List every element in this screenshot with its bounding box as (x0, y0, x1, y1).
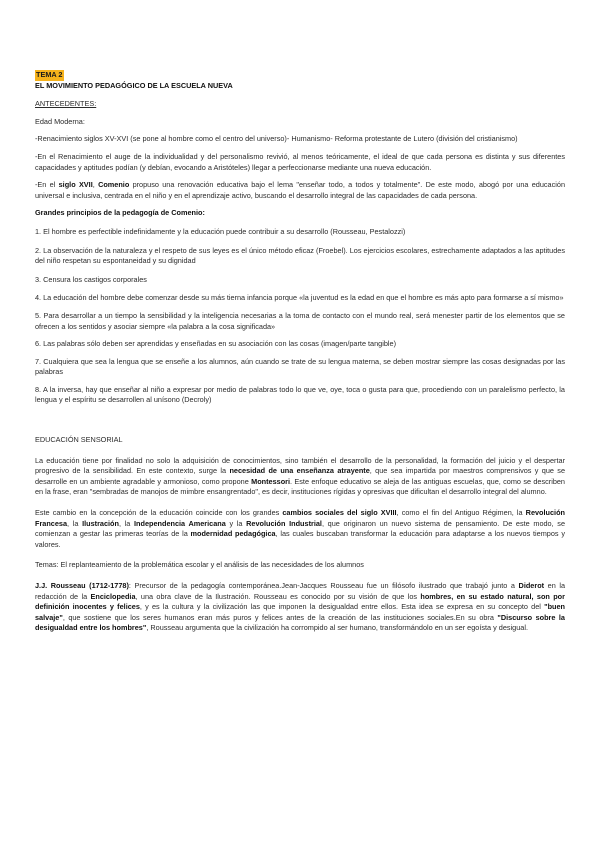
topic-label (35, 70, 565, 81)
text-run: , una obra clave de la Ilustración. Rousseau es conocido por su visión de que los (135, 591, 421, 601)
text-run: y la (225, 518, 247, 528)
document-page (35, 70, 565, 634)
principios-heading (35, 208, 565, 219)
bold-run: Comenio (98, 180, 130, 190)
principio-item: 2. La observación de la naturaleza y el respeto de sus leyes es el único método eficaz (Froebel). Los ejercicios escolares, estrechamente adaptados a las aptitudes del niño respetan su espontaneidad y su dignidad (35, 245, 565, 266)
text-run: Este cambio en la concepción de la educación coincide con los grandes (35, 508, 283, 518)
bold-run: hombres, en su estado natural, son por definición inocentes y felices (35, 591, 565, 612)
text-run: , y es la cultura y la civilización las que imponen la desigualdad entre ellos. Esta idea se expresa en su concepto del (139, 602, 545, 612)
text-run: La educación tiene por finalidad no solo la adquisición de conocimientos, sino también el desarrollo de la personalidad, la formación del juicio y el despertar progresivo de la sensibilidad. En este contexto, surge la (35, 455, 565, 476)
principio-item: 7. Cualquiera que sea la lengua que se enseñe a los alumnos, aún cuando se trate de su lengua materna, se deben mostrar siempre las cosas designadas por las palabras (35, 356, 565, 377)
text-run: , que sea impartida por maestros comprensivos y que se desarrolle en un ambiente agradable y armonioso, como propone (35, 466, 566, 486)
topic-highlight: TEMA 2 (36, 70, 63, 79)
rousseau-paragraph (35, 581, 565, 634)
principio-item: 6. Las palabras sólo deben ser aprendidas y enseñadas en su asociación con las cosas (imagen/parte tangible) (35, 339, 397, 349)
antecedentes-paragraph-1: -Renacimiento siglos XV-XVI (se pone al hombre como el centro del universo)- Humanismo- Reforma protestante de Lutero (división del cristianismo) (35, 134, 518, 144)
text-run: en la redacción de la (35, 581, 565, 601)
bold-run: Revolución Industrial (246, 518, 322, 528)
principio-item: 4. La educación del hombre debe comenzar desde su más tierna infancia porque «la juventud es la edad en que el hombre es más apto para formarse a sí mismo» (35, 293, 564, 303)
text-run: , como el fin del Antiguo Régimen, la (396, 508, 526, 518)
text-run: propuso una renovación educativa bajo el lema "enseñar todo, a todos y totalmente". De este modo, abogó por una educación universal e inclusiva, centrada en el niño y en el aprendizaje activo, buscando el desarrollo integral de las capacidades de cada persona. (35, 180, 565, 200)
bold-run: "buen salvaje" (35, 602, 565, 622)
text-run: -En el (35, 180, 59, 190)
antecedentes-paragraph-3 (35, 180, 565, 201)
text-run: , que originaron un nuevo sistema de pensamiento. De este modo, se comienzan a gestar las primeras teorías de la (35, 518, 566, 539)
bold-run: necesidad de una enseñanza atrayente (229, 466, 370, 476)
sensorial-heading: EDUCACIÓN SENSORIAL (35, 435, 123, 445)
text-run: , la (67, 518, 83, 528)
principio-item: 5. Para desarrollar a un tiempo la sensibilidad y la inteligencia necesarias a la toma de contacto con el mundo real, será menester partir de los elementos que se ofrecen a los sentidos y asociar siempre «la palabra a la cosa significada» (35, 310, 565, 331)
principio-item: 8. A la inversa, hay que enseñar al niño a expresar por medio de palabras todo lo que ve, oye, toca o gusta para que, procediendo con un paralelismo perfecto, la lengua y el espíritu se desarrollen al unísono (Decroly) (35, 384, 565, 405)
principio-item: 3. Censura los castigos corporales (35, 274, 147, 284)
document-title: EL MOVIMIENTO PEDAGÓGICO DE LA ESCUELA NUEVA (35, 80, 233, 90)
bold-run: Independencia Americana (134, 518, 226, 528)
antecedentes-heading: ANTECEDENTES: (35, 99, 97, 109)
sensorial-paragraph-1 (35, 456, 565, 498)
text-run: , la (118, 518, 135, 528)
principio-item: 1. El hombre es perfectible indefinidamente y la educación puede contribuir a su desarrollo (Rousseau, Pestalozzi) (35, 226, 406, 236)
bold-run: modernidad pedagógica (190, 529, 276, 539)
edad-moderna-label: Edad Moderna: (35, 116, 85, 126)
text-run: : Precursor de la pedagogía contemporánea.Jean-Jacques Rousseau fue un filósofo ilustrado que trabajó junto a (128, 581, 519, 590)
bold-run: cambios sociales del siglo XVIII (282, 508, 397, 518)
text-run: . Este enfoque educativo se aleja de las antiguas escuelas, que, como se describen en la frase, eran "sembradas de manojos de mimbre ensangrentado", es decir, instituciones rígidas y opresivas que dificultan el desarrollo integral del alumno. (35, 476, 565, 497)
text-run: , (92, 180, 99, 190)
temas-line: Temas: El replanteamiento de la problemática escolar y el análisis de las necesidades de los alumnos (35, 560, 364, 570)
bold-run: J.J. Rousseau (1712-1778) (35, 581, 129, 590)
bold-run: siglo XVII (58, 180, 93, 190)
bold-run: Enciclopedia (90, 591, 136, 601)
bold-run: "Discurso sobre la desigualdad entre los hombres" (35, 612, 565, 633)
text-run: , Rousseau argumenta que la civilización ha corrompido al ser humano, transformándolo en un ser egoísta y desigual. (146, 623, 529, 633)
antecedentes-paragraph-2: -En el Renacimiento el auge de la individualidad y del personalismo revivió, al menos teóricamente, el ideal de que cada persona es distinta y sus diferentes capacidades y aptitudes podían (y debían, evocando a Aristóteles) llegar a perfeccionarse mediante una nueva educación. (35, 151, 565, 172)
bold-run: Revolución Francesa (35, 508, 565, 528)
text-run: , las cuales buscaban transformar la educación para adaptarse a los nuevos tiempos y valores. (35, 529, 565, 549)
bold-run: Ilustración (82, 518, 119, 528)
text-run: , que sostiene que los seres humanos eran más puros y felices antes de la creación de las instituciones sociales.En su obra (62, 612, 498, 622)
bold-run: Diderot (518, 581, 545, 590)
bold-run: Grandes principios de la pedagogía de Comenio: (35, 208, 205, 218)
sensorial-paragraph-2 (35, 508, 565, 550)
bold-run: Montessori (251, 476, 291, 486)
